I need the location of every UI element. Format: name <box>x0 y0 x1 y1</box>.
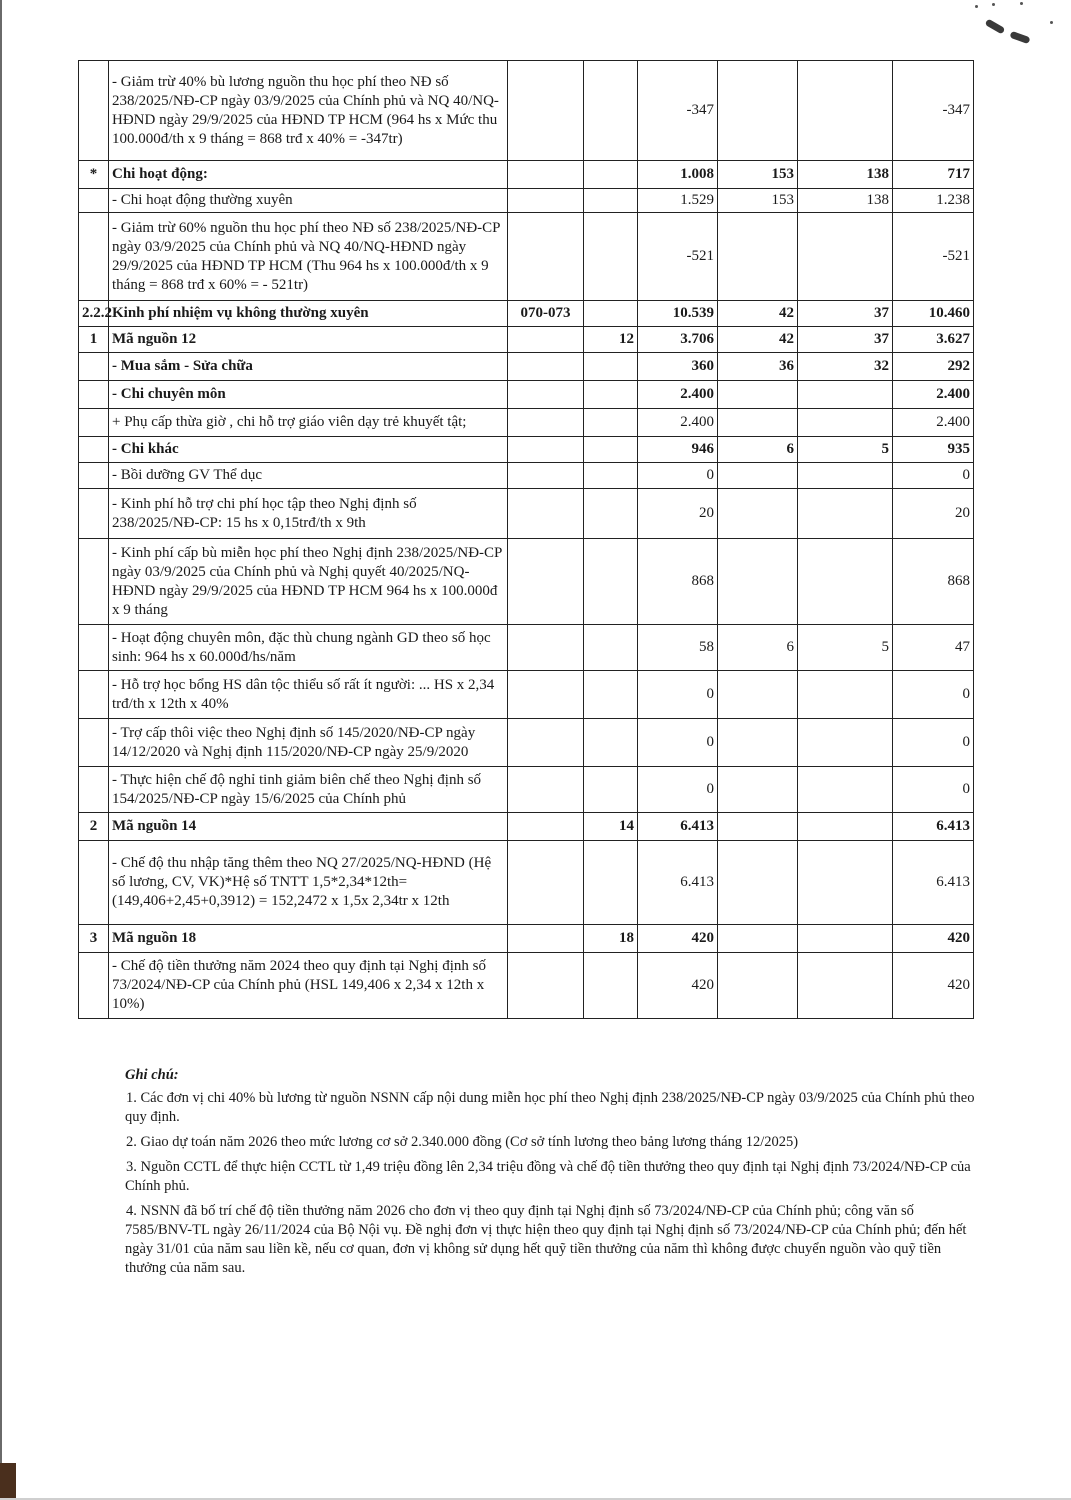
amount-cell: 153 <box>718 189 798 213</box>
content-cell: - Bồi dưỡng GV Thể dục <box>109 463 508 489</box>
scan-speck <box>1050 21 1053 24</box>
code-cell <box>508 671 584 719</box>
code-cell <box>508 489 584 539</box>
content-cell: - Kinh phí cấp bù miễn học phí theo Nghị định 238/2025/NĐ-CP ngày 03/9/2025 của Chính phủ và Nghị quyết 40/2025/NQ-HĐND ngày 29/9/2025 của HĐND TP HCM 964 hs x 100.000đ x 9 tháng <box>109 539 508 625</box>
amount-cell <box>718 539 798 625</box>
stt-cell <box>79 671 109 719</box>
content-cell: - Giảm trừ 60% nguồn thu học phí theo NĐ số 238/2025/NĐ-CP ngày 03/9/2025 của Chính phủ và NQ 40/NQ-HĐND ngày 29/9/2025 của HĐND TP HCM (Thu 964 hs x 100.000đ/th x 9 tháng = 868 trđ x 60% = - 521tr) <box>109 213 508 301</box>
amount-cell <box>798 841 893 925</box>
source-cell <box>584 301 638 327</box>
code-cell <box>508 767 584 813</box>
amount-cell: 5 <box>798 437 893 463</box>
remaining-cell: -521 <box>893 213 974 301</box>
table-row <box>79 161 974 189</box>
remaining-cell: 3.627 <box>893 327 974 353</box>
source-cell <box>584 767 638 813</box>
content-cell: - Chi khác <box>109 437 508 463</box>
table-row <box>79 767 974 813</box>
amount-cell <box>798 813 893 841</box>
total-cell: 10.539 <box>638 301 718 327</box>
remaining-cell: 0 <box>893 767 974 813</box>
table-row <box>79 539 974 625</box>
total-cell: 420 <box>638 925 718 953</box>
source-cell <box>584 409 638 437</box>
amount-cell: 32 <box>798 353 893 381</box>
remaining-cell: 0 <box>893 719 974 767</box>
amount-cell <box>718 925 798 953</box>
code-cell <box>508 719 584 767</box>
amount-cell <box>718 61 798 161</box>
content-cell: - Kinh phí hỗ trợ chi phí học tập theo Nghị định số 238/2025/NĐ-CP: 15 hs x 0,15trđ/th x 9th <box>109 489 508 539</box>
amount-cell: 6 <box>718 437 798 463</box>
amount-cell <box>798 767 893 813</box>
stt-cell <box>79 61 109 161</box>
amount-cell <box>718 409 798 437</box>
remaining-cell: 717 <box>893 161 974 189</box>
table-row <box>79 953 974 1019</box>
remaining-cell: 20 <box>893 489 974 539</box>
scan-speck <box>992 3 995 6</box>
total-cell: 6.413 <box>638 841 718 925</box>
total-cell: 0 <box>638 671 718 719</box>
remaining-cell: 10.460 <box>893 301 974 327</box>
table-row <box>79 409 974 437</box>
code-cell <box>508 61 584 161</box>
content-cell: Chi hoạt động: <box>109 161 508 189</box>
table-row <box>79 353 974 381</box>
total-cell: 58 <box>638 625 718 671</box>
stt-cell <box>79 409 109 437</box>
amount-cell <box>798 719 893 767</box>
source-cell <box>584 463 638 489</box>
amount-cell <box>798 539 893 625</box>
note-item: 2. Giao dự toán năm 2026 theo mức lương cơ sở 2.340.000 đồng (Cơ sở tính lương theo bảng lương tháng 12/2025) <box>126 1134 799 1150</box>
table-row <box>79 61 974 161</box>
total-cell: 1.529 <box>638 189 718 213</box>
remaining-cell: -347 <box>893 61 974 161</box>
stt-cell: 3 <box>79 925 109 953</box>
total-cell: 0 <box>638 719 718 767</box>
amount-cell: 6 <box>718 625 798 671</box>
content-cell: - Trợ cấp thôi việc theo Nghị định số 145/2020/NĐ-CP ngày 14/12/2020 và Nghị định 115/2020/NĐ-CP ngày 25/9/2020 <box>109 719 508 767</box>
source-cell <box>584 437 638 463</box>
content-cell: - Thực hiện chế độ nghỉ tinh giảm biên chế theo Nghị định số 154/2025/NĐ-CP ngày 15/6/2025 của Chính phủ <box>109 767 508 813</box>
content-cell: + Phụ cấp thừa giờ , chi hỗ trợ giáo viên dạy trẻ khuyết tật; <box>109 409 508 437</box>
code-cell <box>508 381 584 409</box>
amount-cell <box>718 953 798 1019</box>
total-cell: 6.413 <box>638 813 718 841</box>
remaining-cell: 6.413 <box>893 841 974 925</box>
scan-speck <box>1020 2 1023 5</box>
total-cell: 2.400 <box>638 381 718 409</box>
amount-cell: 37 <box>798 301 893 327</box>
content-cell: - Hoạt động chuyên môn, đặc thù chung ngành GD theo số học sinh: 964 hs x 60.000đ/hs/năm <box>109 625 508 671</box>
scan-speck <box>975 5 978 8</box>
code-cell <box>508 813 584 841</box>
table-row <box>79 841 974 925</box>
table-row <box>79 489 974 539</box>
budget-table <box>78 60 974 1019</box>
remaining-cell: 1.238 <box>893 189 974 213</box>
stt-cell <box>79 381 109 409</box>
stt-cell <box>79 539 109 625</box>
source-cell <box>584 353 638 381</box>
stt-cell <box>79 463 109 489</box>
stt-cell <box>79 625 109 671</box>
source-cell <box>584 953 638 1019</box>
amount-cell <box>718 671 798 719</box>
total-cell: 0 <box>638 767 718 813</box>
amount-cell <box>718 813 798 841</box>
amount-cell <box>798 213 893 301</box>
source-cell <box>584 539 638 625</box>
remaining-cell: 935 <box>893 437 974 463</box>
amount-cell <box>798 489 893 539</box>
note-item: 4. NSNN đã bố trí chế độ tiền thưởng năm 2026 cho đơn vị theo quy định tại Nghị định số 73/2024/NĐ-CP của Chính phủ; công văn số 7585/BNV-TL ngày 26/11/2024 của Bộ Nội vụ. Đề nghị đơn vị thực hiện theo quy định tại Nghị định số 73/2024/NĐ-CP của Chính phủ; đến hết ngày 31/01 của năm sau liền kề, nếu cơ quan, đơn vị không sử dụng hết quỹ tiền thưởng của năm thì không được chuyển nguồn vào quỹ tiền thưởng của năm sau. <box>125 1203 967 1276</box>
code-cell <box>508 437 584 463</box>
amount-cell <box>798 61 893 161</box>
stt-cell <box>79 719 109 767</box>
code-cell: 070-073 <box>508 301 584 327</box>
stt-cell: 1 <box>79 327 109 353</box>
budget-table-body <box>79 61 974 1019</box>
total-cell: 360 <box>638 353 718 381</box>
source-cell <box>584 719 638 767</box>
code-cell <box>508 953 584 1019</box>
code-cell <box>508 353 584 381</box>
amount-cell <box>718 213 798 301</box>
code-cell <box>508 327 584 353</box>
stt-cell: * <box>79 161 109 189</box>
amount-cell <box>798 381 893 409</box>
total-cell: 20 <box>638 489 718 539</box>
code-cell <box>508 539 584 625</box>
amount-cell <box>718 381 798 409</box>
source-cell: 18 <box>584 925 638 953</box>
stt-cell <box>79 437 109 463</box>
stt-cell: 2.2.2 <box>79 301 109 327</box>
total-cell: 420 <box>638 953 718 1019</box>
content-cell: Mã nguồn 14 <box>109 813 508 841</box>
code-cell <box>508 409 584 437</box>
source-cell <box>584 671 638 719</box>
stt-cell <box>79 353 109 381</box>
staple-mark-icon <box>985 18 1006 34</box>
total-cell: -347 <box>638 61 718 161</box>
stt-cell <box>79 767 109 813</box>
remaining-cell: 47 <box>893 625 974 671</box>
content-cell: Kinh phí nhiệm vụ không thường xuyên <box>109 301 508 327</box>
amount-cell: 138 <box>798 189 893 213</box>
content-cell: - Hỗ trợ học bổng HS dân tộc thiểu số rất ít người: ... HS x 2,34 trđ/th x 12th x 40% <box>109 671 508 719</box>
code-cell <box>508 463 584 489</box>
source-cell <box>584 213 638 301</box>
source-cell: 12 <box>584 327 638 353</box>
amount-cell <box>798 925 893 953</box>
code-cell <box>508 161 584 189</box>
amount-cell: 5 <box>798 625 893 671</box>
stt-cell <box>79 213 109 301</box>
source-cell <box>584 161 638 189</box>
amount-cell: 36 <box>718 353 798 381</box>
stt-cell: 2 <box>79 813 109 841</box>
amount-cell <box>718 489 798 539</box>
table-row <box>79 625 974 671</box>
content-cell: - Mua sắm - Sửa chữa <box>109 353 508 381</box>
code-cell <box>508 925 584 953</box>
remaining-cell: 868 <box>893 539 974 625</box>
amount-cell: 138 <box>798 161 893 189</box>
table-row <box>79 719 974 767</box>
code-cell <box>508 841 584 925</box>
remaining-cell: 420 <box>893 925 974 953</box>
total-cell: 946 <box>638 437 718 463</box>
stt-cell <box>79 489 109 539</box>
total-cell: 868 <box>638 539 718 625</box>
amount-cell <box>798 463 893 489</box>
table-row <box>79 671 974 719</box>
total-cell: 1.008 <box>638 161 718 189</box>
content-cell: - Giảm trừ 40% bù lương nguồn thu học phí theo NĐ số 238/2025/NĐ-CP ngày 03/9/2025 của Chính phủ và NQ 40/NQ-HĐND ngày 29/9/2025 của HĐND TP HCM (964 hs x Mức thu 100.000đ/th x 9 tháng = 868 trđ x 40% = -347tr) <box>109 61 508 161</box>
source-cell <box>584 625 638 671</box>
table-row <box>79 213 974 301</box>
table-row <box>79 327 974 353</box>
amount-cell: 153 <box>718 161 798 189</box>
stt-cell <box>79 953 109 1019</box>
content-cell: - Chi chuyên môn <box>109 381 508 409</box>
code-cell <box>508 189 584 213</box>
total-cell: 0 <box>638 463 718 489</box>
content-cell: Mã nguồn 18 <box>109 925 508 953</box>
amount-cell <box>798 409 893 437</box>
note-item: 1. Các đơn vị chi 40% bù lương từ nguồn NSNN cấp nội dung miễn học phí theo Nghị định 238/2025/NĐ-CP ngày 03/9/2025 của Chính phủ theo quy định. <box>125 1090 975 1125</box>
content-cell: - Chế độ thu nhập tăng thêm theo NQ 27/2025/NQ-HĐND (Hệ số lương, CV, VK)*Hệ số TNTT 1,5*2,34*12th=(149,406+2,45+0,3912) = 152,2472 x 1,5x 2,34tr x 12th <box>109 841 508 925</box>
remaining-cell: 0 <box>893 463 974 489</box>
content-cell: - Chế độ tiền thưởng năm 2024 theo quy định tại Nghị định số 73/2024/NĐ-CP của Chính phủ (HSL 149,406 x 2,34 x 12th x 10%) <box>109 953 508 1019</box>
amount-cell <box>798 671 893 719</box>
amount-cell: 42 <box>718 327 798 353</box>
notes-title: Ghi chú: <box>125 1067 179 1083</box>
remaining-cell: 420 <box>893 953 974 1019</box>
remaining-cell: 2.400 <box>893 381 974 409</box>
source-cell <box>584 841 638 925</box>
remaining-cell: 2.400 <box>893 409 974 437</box>
note-item: 3. Nguồn CCTL để thực hiện CCTL từ 1,49 triệu đồng lên 2,34 triệu đồng và chế độ tiền thưởng theo quy định tại Nghị định 73/2024/NĐ-CP của Chính phủ. <box>125 1159 971 1194</box>
code-cell <box>508 213 584 301</box>
content-cell: - Chi hoạt động thường xuyên <box>109 189 508 213</box>
amount-cell: 37 <box>798 327 893 353</box>
amount-cell <box>798 953 893 1019</box>
source-cell <box>584 189 638 213</box>
code-cell <box>508 625 584 671</box>
stt-cell <box>79 841 109 925</box>
scan-corner-shadow <box>0 1463 16 1500</box>
amount-cell <box>718 841 798 925</box>
table-row <box>79 437 974 463</box>
amount-cell <box>718 767 798 813</box>
remaining-cell: 0 <box>893 671 974 719</box>
amount-cell <box>718 719 798 767</box>
remaining-cell: 6.413 <box>893 813 974 841</box>
table-row <box>79 925 974 953</box>
source-cell <box>584 489 638 539</box>
stt-cell <box>79 189 109 213</box>
amount-cell <box>718 463 798 489</box>
total-cell: 3.706 <box>638 327 718 353</box>
total-cell: 2.400 <box>638 409 718 437</box>
remaining-cell: 292 <box>893 353 974 381</box>
notes-section <box>125 1066 975 1284</box>
total-cell: -521 <box>638 213 718 301</box>
table-row <box>79 301 974 327</box>
source-cell <box>584 381 638 409</box>
table-row <box>79 189 974 213</box>
content-cell: Mã nguồn 12 <box>109 327 508 353</box>
source-cell: 14 <box>584 813 638 841</box>
amount-cell: 42 <box>718 301 798 327</box>
table-row <box>79 813 974 841</box>
table-row <box>79 463 974 489</box>
source-cell <box>584 61 638 161</box>
table-row <box>79 381 974 409</box>
scan-left-edge <box>0 0 2 1500</box>
staple-mark-icon <box>1009 31 1030 44</box>
